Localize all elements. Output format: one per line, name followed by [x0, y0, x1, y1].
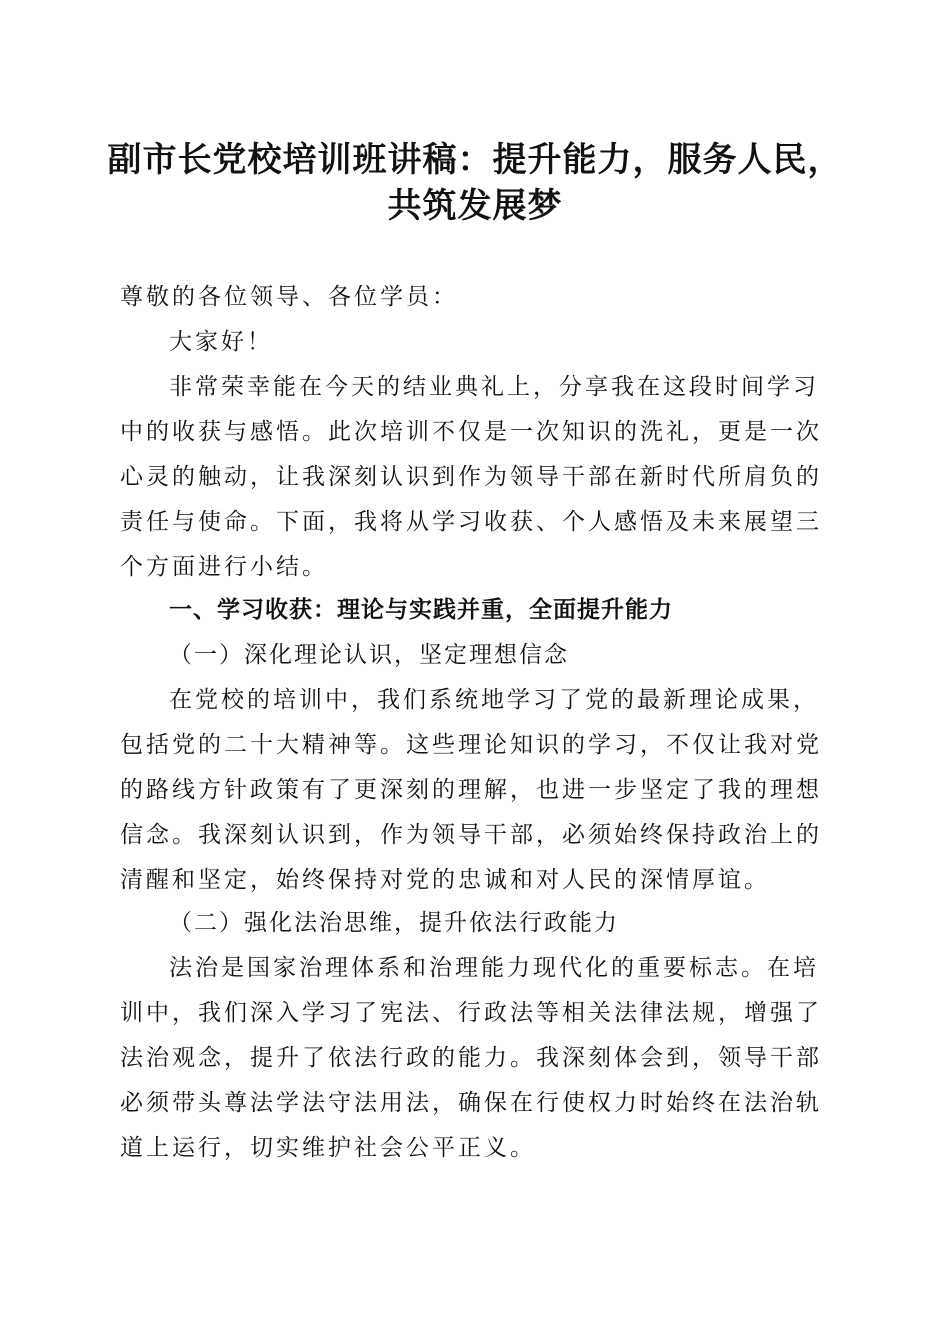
greeting: 大家好！: [169, 329, 273, 355]
salutation: 尊敬的各位领导、各位学员：: [120, 284, 458, 310]
document-title-line2: 共筑发展梦: [387, 186, 563, 226]
subsection2-heading: （二）强化法治思维，提升依法行政能力: [169, 910, 619, 936]
document-title-line1: 副市长党校培训班讲稿：提升能力，服务人民，: [107, 140, 843, 180]
intro-paragraph: 非常荣幸能在今天的结业典礼上，分享我在这段时间学习中的收获与感悟。此次培训不仅是一次知识的洗礼，更是一次心灵的触动，让我深刻认识到作为领导干部在新时代所肩负的责任与使命。下面，我将从学习收获、个人感悟及未来展望三个方面进行小结。: [120, 374, 822, 580]
subsection1-paragraph: 在党校的培训中，我们系统地学习了党的最新理论成果，包括党的二十大精神等。这些理论知识的学习，不仅让我对党的路线方针政策有了更深刻的理解，也进一步坚定了我的理想信念。我深刻认识到，作为领导干部，必须始终保持政治上的清醒和坚定，始终保持对党的忠诚和对人民的深情厚谊。: [120, 687, 822, 893]
subsection1-heading: （一）深化理论认识，坚定理想信念: [169, 642, 569, 668]
subsection2-paragraph: 法治是国家治理体系和治理能力现代化的重要标志。在培训中，我们深入学习了宪法、行政法等相关法律法规，增强了法治观念，提升了依法行政的能力。我深刻体会到，领导干部必须带头尊法学法守法用法，确保在行使权力时始终在法治轨道上运行，切实维护社会公平正义。: [120, 955, 822, 1161]
section1-heading: 一、学习收获：理论与实践并重，全面提升能力: [169, 597, 673, 623]
